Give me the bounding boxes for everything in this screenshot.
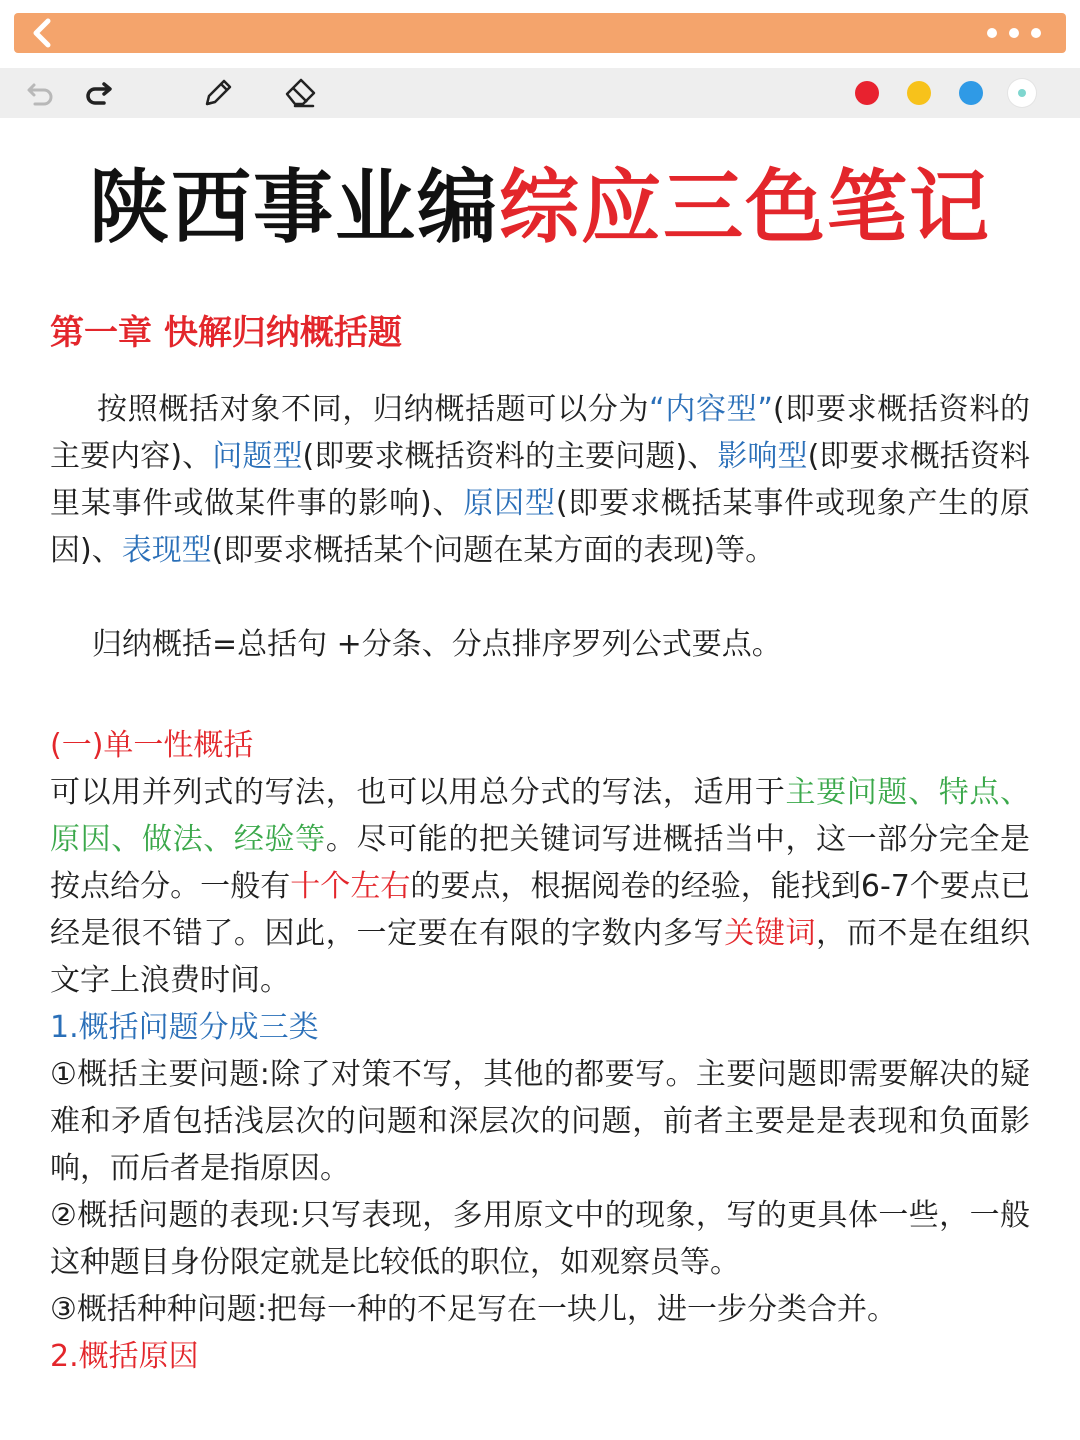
text-run: 按照概括对象不同，归纳概括题可以分为: [97, 392, 650, 427]
keyword-manifestation-type: 表现型: [121, 533, 212, 568]
drawing-toolbar: [0, 68, 1080, 118]
intro-paragraph: [50, 386, 1030, 574]
yellow-color-swatch[interactable]: [907, 81, 931, 105]
section-single-summary: [50, 722, 1030, 1380]
green-highlight: 主要问题、特点、原因、做法、经验等: [50, 775, 1031, 857]
keyword-impact-type: 影响型: [717, 439, 808, 474]
text-run: (即要求概括某个问题在某方面的表现)等。: [211, 533, 776, 568]
list-item: ②概括问题的表现:只写表现，多用原文中的现象，写的更具体一些，一般这种题目身份限定就是比较低的职位，如观察员等。: [50, 1198, 1030, 1280]
text-run: (即要求概括资料的主要内容)、: [50, 392, 1030, 474]
more-dots-icon[interactable]: [984, 23, 1048, 43]
text-run: 的要点，根据阅卷的经验，能找到6-7个要点已经是很不错了。因此，一定要在有限的字数内多写: [50, 869, 1031, 951]
keyword-cause-type: 原因型: [463, 486, 556, 521]
list-item: ①概括主要问题:除了对策不写，其他的都要写。主要问题即需要解决的疑难和矛盾包括浅层次的问题和深层次的问题，前者主要是是表现和负面影响，而后者是指原因。: [50, 1057, 1030, 1186]
chapter-heading: 第一章 快解归纳概括题: [50, 313, 402, 353]
blue-color-swatch[interactable]: [959, 81, 983, 105]
text-run: ，而不是在组织文字上浪费时间。: [50, 916, 1031, 998]
text-run: (即要求概括某事件或现象产生的原因)、: [50, 486, 1030, 568]
formula-paragraph: 归纳概括=总括句 +分条、分点排序罗列公式要点。: [92, 627, 782, 662]
keyword-problem-type: 问题型: [212, 439, 303, 474]
red-color-swatch[interactable]: [855, 81, 879, 105]
undo-icon[interactable]: [24, 76, 58, 110]
redo-icon[interactable]: [82, 76, 116, 110]
red-highlight: 十个左右: [290, 869, 411, 904]
text-run: 可以用并列式的写法，也可以用总分式的写法，适用于: [50, 775, 786, 810]
keyword-content-type: “内容型”: [649, 392, 773, 427]
title-part-red: 综应三色笔记: [499, 161, 991, 254]
chevron-left-icon[interactable]: [26, 17, 58, 49]
white-color-swatch[interactable]: [1008, 79, 1036, 107]
text-run: (即要求概括资料里某事件或做某件事的影响)、: [50, 439, 1030, 521]
subsection-heading: 2.概括原因: [50, 1339, 199, 1374]
subsection-heading: 1.概括问题分成三类: [50, 1010, 319, 1045]
text-run: (即要求概括资料的主要问题)、: [302, 439, 718, 474]
page-title: [0, 160, 1080, 256]
red-highlight: 关键词: [724, 916, 817, 951]
pen-icon[interactable]: [200, 76, 234, 110]
text-run: 。尽可能的把关键词写进概括当中，这一部分完全是按点给分。一般有: [50, 822, 1031, 904]
section-heading: (一)单一性概括: [50, 728, 254, 763]
list-item: ③概括种种问题:把每一种的不足写在一块儿，进一步分类合并。: [50, 1292, 898, 1327]
top-bar: [14, 13, 1066, 53]
title-part-black: 陕西事业编: [89, 161, 499, 254]
eraser-icon[interactable]: [283, 76, 317, 110]
section-body: [50, 769, 1030, 1004]
